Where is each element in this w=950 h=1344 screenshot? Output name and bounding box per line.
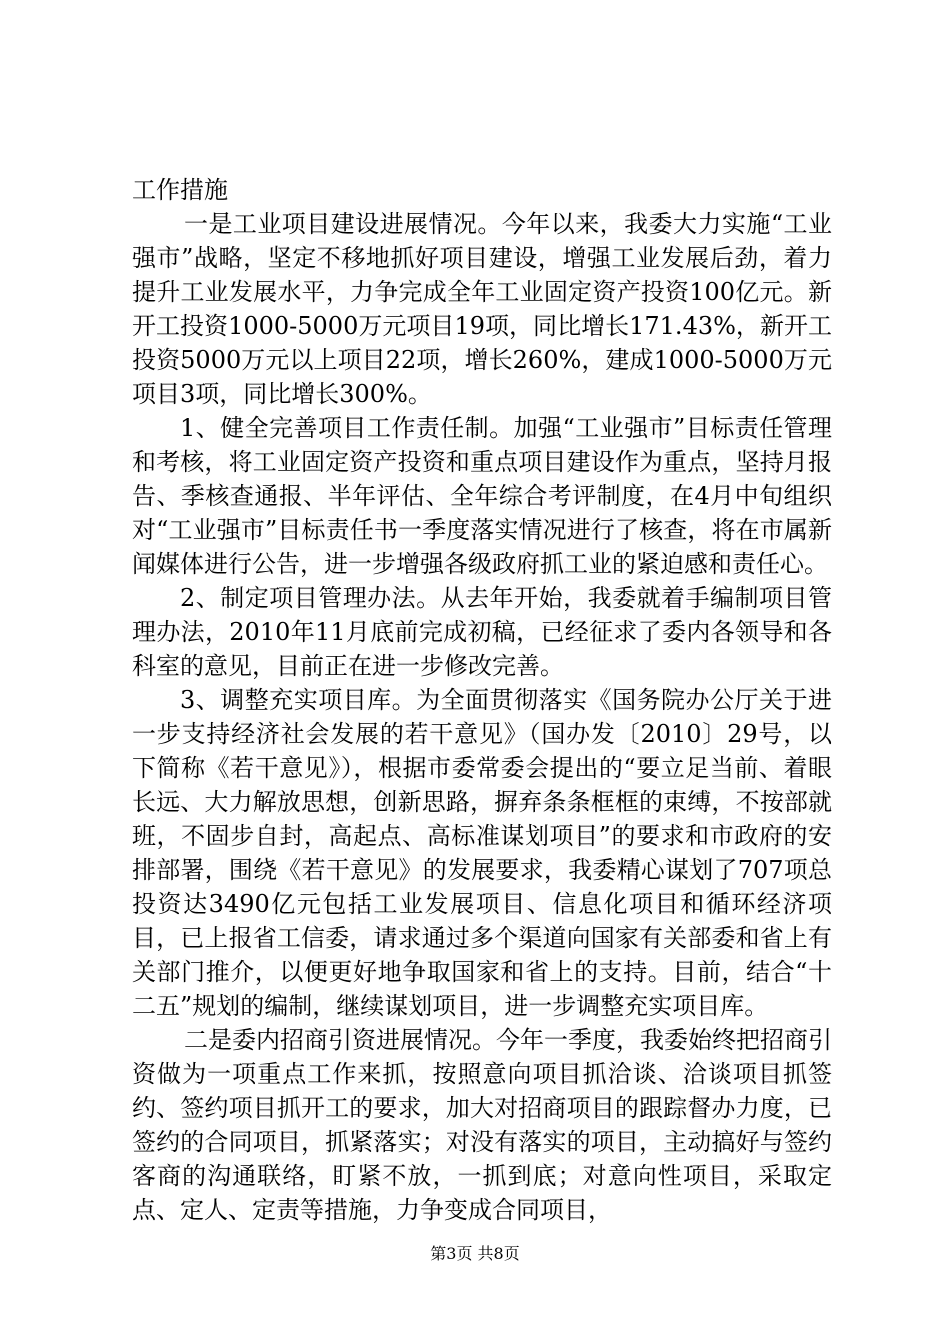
paragraph-project-library: 3、调整充实项目库。为全面贯彻落实《国务院办公厅关于进一步支持经济社会发展的若干意见》（国办发〔2010〕29号，以下简称《若干意见》），根据市委常委会提出的“要立足当前、着眼长远、大力解放思想，创新思路，摒弃条条框框的束缚，不按部就班，不固步自封，高起点、高标准谋划项目”的要求和市政府的安排部署，围绕《若干意见》的发展要求，我委精心谋划了707项总投资达3490亿元包括工业发展项目、信息化项目和循环经济项目，已上报省工信委，请求通过多个渠道向国家有关部委和省上有关部门推介，以便更好地争取国家和省上的支持。目前，结合“十二五”规划的编制，继续谋划项目，进一步调整充实项目库。 <box>132 686 832 1020</box>
paragraph-responsibility-system: 1、健全完善项目工作责任制。加强“工业强市”目标责任管理和考核，将工业固定资产投资和重点项目建设作为重点，坚持月报告、季核查通报、半年评估、全年综合考评制度，在4月中旬组织对“工业强市”目标责任书一季度落实情况进行了核查，将在市属新闻媒体进行公告，进一步增强各级政府抓工业的紧迫感和责任心。 <box>132 414 832 578</box>
page-footer: 第3页 共8页 <box>430 1244 520 1263</box>
document-body <box>132 173 832 1227</box>
section-heading: 工作措施 <box>132 176 228 204</box>
paragraph-industrial-projects: 一是工业项目建设进展情况。今年以来，我委大力实施“工业强市”战略，坚定不移地抓好项目建设，增强工业发展后劲，着力提升工业发展水平，力争完成全年工业固定资产投资100亿元。新开工投资1000-5000万元项目19项，同比增长171.43%，新开工投资5000万元以上项目22项，增长260%，建成1000-5000万元项目3项，同比增长300%。 <box>132 210 832 408</box>
paragraph-management-measures: 2、制定项目管理办法。从去年开始，我委就着手编制项目管理办法，2010年11月底前完成初稿，已经征求了委内各领导和各科室的意见，目前正在进一步修改完善。 <box>132 584 832 680</box>
paragraph-investment-attraction: 二是委内招商引资进展情况。今年一季度，我委始终把招商引资做为一项重点工作来抓，按照意向项目抓洽谈、洽谈项目抓签约、签约项目抓开工的要求，加大对招商项目的跟踪督办力度，已签约的合同项目，抓紧落实；对没有落实的项目，主动搞好与签约客商的沟通联络，盯紧不放，一抓到底；对意向性项目，采取定点、定人、定责等措施，力争变成合同项目， <box>132 1026 832 1224</box>
